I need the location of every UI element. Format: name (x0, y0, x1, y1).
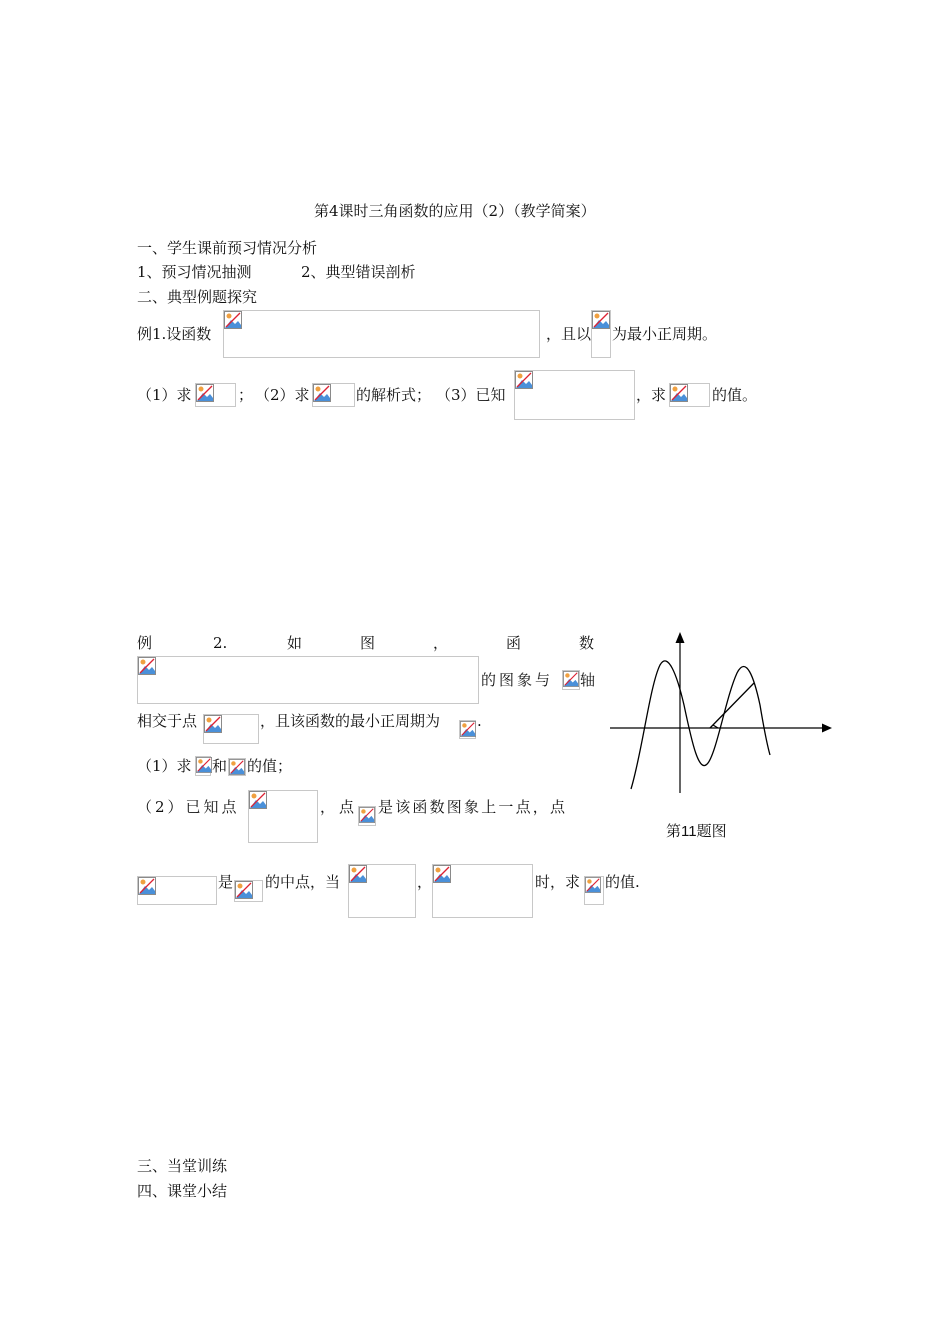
formula-image-placeholder (584, 876, 604, 905)
broken-image-icon (592, 311, 610, 329)
example2-l5-b: 的中点，当 (265, 873, 341, 891)
example2-l5-d: 时，求 (535, 873, 581, 891)
example2-axis: 轴 (580, 671, 596, 689)
section-heading-summary: 四、课堂小结 (137, 1182, 228, 1200)
y-axis-arrow (676, 632, 685, 643)
formula-image-placeholder (348, 864, 416, 918)
formula-image-placeholder (312, 383, 355, 407)
example2-word: ， (433, 634, 449, 652)
broken-image-icon (670, 384, 688, 402)
example2-q1-c: 的值； (247, 757, 293, 775)
example1-q2: （2）求 (255, 386, 310, 404)
example2-q1-a: （1）求 (137, 757, 192, 775)
example2-number: 2. (213, 634, 228, 652)
broken-image-icon (585, 877, 601, 893)
example1-q3: （3）已知 (436, 386, 506, 404)
broken-image-icon (313, 384, 331, 402)
formula-image-placeholder (432, 864, 533, 918)
formula-image-placeholder (459, 720, 476, 739)
formula-image-placeholder (358, 806, 376, 826)
broken-image-icon (196, 384, 214, 402)
function-graph-figure (600, 625, 840, 800)
x-axis-arrow (822, 724, 832, 733)
example1-sep: ； (238, 386, 254, 404)
example2-q2-a: （2）已知点 (137, 798, 240, 816)
example2-q1-b: 和 (212, 757, 228, 775)
broken-image-icon (563, 671, 579, 687)
page-title: 第4课时三角函数的应用（2）（教学简案） (314, 202, 596, 220)
formula-image-placeholder (669, 383, 710, 407)
segment-line (710, 683, 754, 728)
example2-line3-end: . (477, 712, 482, 730)
example2-l5-a: 是 (218, 873, 234, 891)
figure-caption: 第11题图 (666, 823, 727, 840)
formula-image-placeholder (203, 714, 259, 744)
broken-image-icon (224, 311, 242, 329)
broken-image-icon (204, 715, 222, 733)
example2-line2-tail: 的图象与 (481, 671, 554, 689)
broken-image-icon (249, 791, 267, 809)
broken-image-icon (515, 371, 533, 389)
broken-image-icon (460, 721, 476, 737)
example2-word: 如 (287, 634, 303, 652)
broken-image-icon (359, 807, 375, 823)
section-heading-examples: 二、典型例题探究 (137, 288, 258, 306)
formula-image-placeholder (228, 758, 246, 776)
broken-image-icon (235, 881, 253, 899)
broken-image-icon (138, 877, 156, 895)
example2-l5-e: 的值. (605, 873, 640, 891)
example2-line3-a: 相交于点 (137, 712, 198, 730)
example2-label: 例 (137, 634, 153, 652)
section-heading-preview: 一、学生课前预习情况分析 (137, 239, 318, 257)
broken-image-icon (433, 865, 451, 883)
formula-image-placeholder (223, 310, 540, 358)
example2-q2-c: 是该函数图象上一点，点 (378, 798, 568, 816)
example1-q2-tail: 的解析式； (356, 386, 432, 404)
formula-image-placeholder (195, 383, 236, 407)
formula-image-placeholder (234, 880, 263, 902)
formula-image-placeholder (591, 310, 611, 358)
broken-image-icon (196, 757, 212, 773)
broken-image-icon (349, 865, 367, 883)
example2-word: 数 (579, 634, 595, 652)
section-heading-practice: 三、当堂训练 (137, 1157, 228, 1175)
example1-q1: （1）求 (137, 386, 192, 404)
formula-image-placeholder (195, 756, 211, 776)
formula-image-placeholder (562, 670, 580, 690)
example2-l5-c: ， (417, 873, 433, 891)
formula-image-placeholder (137, 876, 217, 905)
preview-item-errors: 2、典型错误剖析 (301, 263, 416, 281)
example2-q2-b: ，点 (320, 798, 359, 816)
formula-image-placeholder (248, 790, 318, 843)
example2-line3-b: ，且该函数的最小正周期为 (260, 712, 441, 730)
example1-suffix: 为最小正周期。 (612, 325, 718, 343)
broken-image-icon (138, 657, 156, 675)
preview-item-test: 1、预习情况抽测 (137, 263, 252, 281)
example1-mid: ，且以 (546, 325, 592, 343)
example2-word: 函 (506, 634, 522, 652)
function-curve (631, 661, 770, 789)
broken-image-icon (229, 759, 245, 775)
example1-q3-mid: ，求 (636, 386, 667, 404)
formula-image-placeholder (137, 656, 479, 704)
example2-word: 图 (360, 634, 376, 652)
example1-q3-tail: 的值。 (712, 386, 758, 404)
formula-image-placeholder (514, 370, 635, 420)
example1-prefix: 例1.设函数 (137, 325, 212, 343)
